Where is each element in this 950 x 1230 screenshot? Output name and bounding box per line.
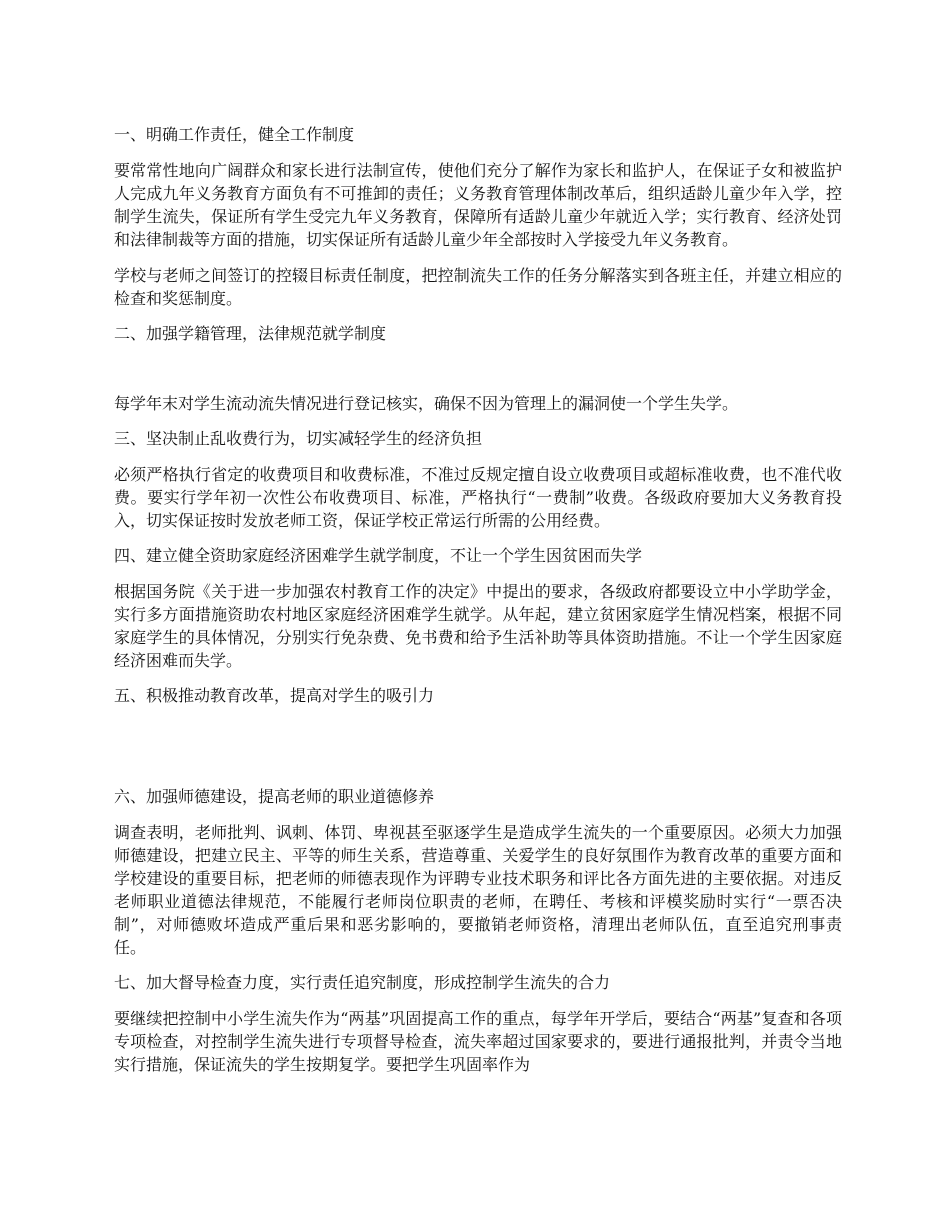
- section-5-heading: 五、积极推动教育改革，提高对学生的吸引力: [114, 686, 435, 705]
- section-1-paragraph-2: 学校与老师之间签订的控辍目标责任制度，把控制流失工作的任务分解落实到各班主任，并建立相应的检查和奖惩制度。: [114, 266, 842, 308]
- section-4-paragraph-1: 根据国务院《关于进一步加强农村教育工作的决定》中提出的要求，各级政府都要设立中小学助学金，实行多方面措施资助农村地区家庭经济困难学生就学。从年起，建立贫困家庭学生情况档案，根据不同家庭学生的具体情况，分别实行免杂费、免书费和给予生活补助等具体资助措施。不让一个学生因家庭经济困难而失学。: [114, 582, 842, 670]
- section-2-paragraph-1: 每学年末对学生流动流失情况进行登记核实，确保不因为管理上的漏洞使一个学生失学。: [114, 394, 739, 413]
- section-4-heading: 四、建立健全资助家庭经济困难学生就学制度，不让一个学生因贫困而失学: [114, 546, 643, 565]
- section-3-paragraph-1: 必须严格执行省定的收费项目和收费标准，不准过反规定擅自设立收费项目或超标准收费，也不准代收费。要实行学年初一次性公布收费项目、标准，严格执行“一费制”收费。各级政府要加大义务教育投入，切实保证按时发放老师工资，保证学校正常运行所需的公用经费。: [114, 465, 842, 530]
- blank-space: [114, 720, 842, 786]
- section-7-heading: 七、加大督导检查力度，实行责任追究制度，形成控制学生流失的合力: [114, 973, 611, 992]
- section-6-paragraph-1: 调查表明，老师批判、讽刺、体罚、卑视甚至驱逐学生是造成学生流失的一个重要原因。必须大力加强师德建设，把建立民主、平等的师生关系，营造尊重、关爱学生的良好氛围作为教育改革的重要方面和学校建设的重要目标，把老师的师德表现作为评聘专业技术职务和评比各方面先进的主要依据。对违反老师职业道德法律规范，不能履行老师岗位职责的老师，在聘任、考核和评模奖励时实行“一票否决制”，对师德败坏造成严重后果和恶劣影响的，要撤销老师资格，清理出老师队伍，直至追究刑事责任。: [114, 823, 842, 957]
- document-page: [114, 124, 842, 1089]
- section-1-paragraph-1: 要常常性地向广阔群众和家长进行法制宣传，使他们充分了解作为家长和监护人，在保证子女和被监护人完成九年义务教育方面负有不可推卸的责任；义务教育管理体制改革后，组织适龄儿童少年入学，控制学生流失，保证所有学生受完九年义务教育，保障所有适龄儿童少年就近入学；实行教育、经济处罚和法律制裁等方面的措施，切实保证所有适龄儿童少年全部按时入学接受九年义务教育。: [114, 161, 842, 249]
- blank-space: [114, 358, 842, 392]
- section-7-paragraph-1: 要继续把控制中小学生流失作为“两基”巩固提高工作的重点，每学年开学后，要结合“两基”复查和各项专项检查，对控制学生流失进行专项督导检查，流失率超过国家要求的，要进行通报批判，并责令当地实行措施，保证流失的学生按期复学。要把学生巩固率作为: [114, 1009, 842, 1074]
- section-3-heading: 三、坚决制止乱收费行为，切实减轻学生的经济负担: [114, 429, 483, 448]
- section-6-heading: 六、加强师德建设，提高老师的职业道德修养: [114, 787, 435, 806]
- section-1-heading: 一、明确工作责任，健全工作制度: [114, 125, 355, 144]
- section-2-heading: 二、加强学籍管理，法律规范就学制度: [114, 324, 387, 343]
